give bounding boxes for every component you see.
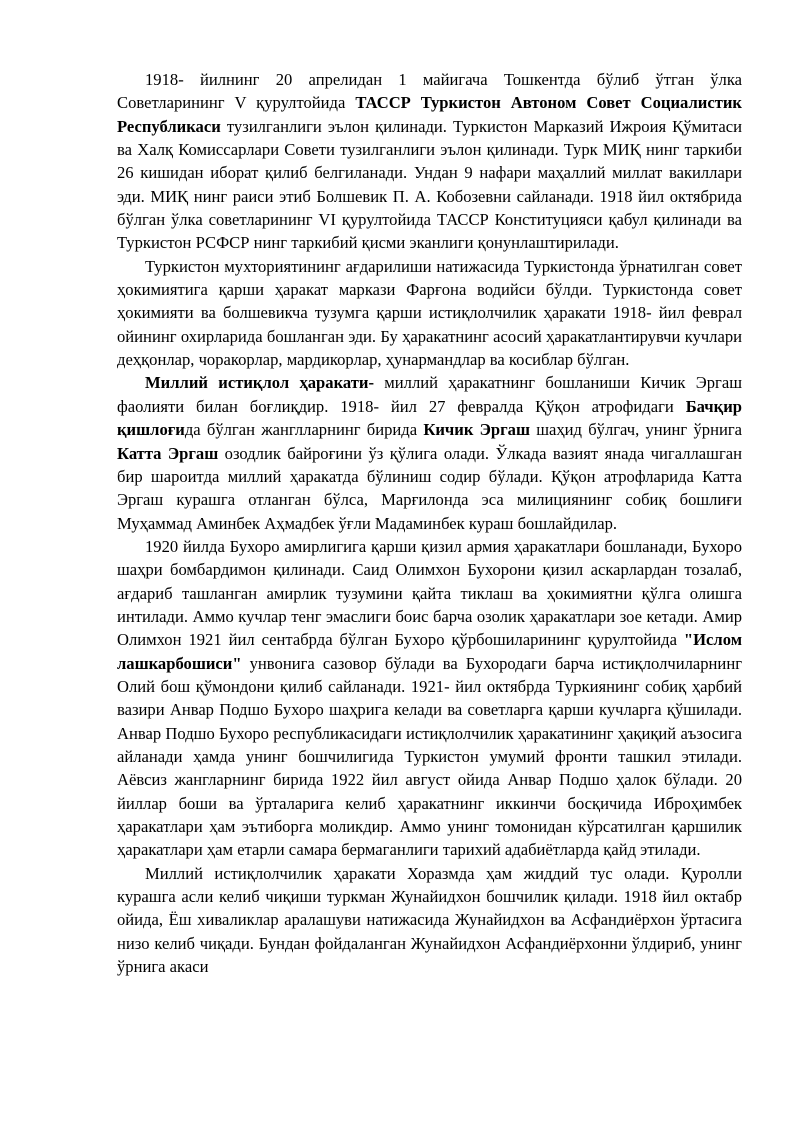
paragraph-independence-movement: [117, 371, 742, 534]
bold-term: "Ислом лашкарбошиси": [117, 630, 742, 673]
text-run: Туркистон мухториятининг ағдарилиши натижасида Туркистонда ўрнатилган совет ҳокимиятига қарши ҳаракат маркази Фарғона водийси бўлди. Туркистонда совет ҳокимияти ва болшевикча тузумга қарши истиқлолчилик ҳаракати 1918- йил феврал ойининг охирларида бошланган эди. Бу ҳаракатнинг асосий ҳаракатлантирувчи кучлари деҳқонлар, чоракорлар, мардикорлар, ҳунармандлар ва косиблар бўлган.: [117, 256, 742, 370]
bold-term: Кичик Эргаш: [423, 420, 530, 440]
document-page: [117, 68, 742, 978]
paragraph-tassr: [117, 68, 742, 255]
text-run: 1918- йилнинг 20 апрелидан 1 майигача Тошкентда бўлиб ўтган ўлка Советларининг V қурултойида: [117, 70, 742, 113]
paragraph-bukhara: [117, 535, 742, 862]
text-run: шаҳид бўлгач, унинг ўрнига: [529, 420, 742, 440]
bold-term: Бачқир қишлоғи: [117, 396, 742, 440]
text-run: 1920 йилда Бухоро амирлигига қарши қизил армия ҳаракатлари бошланади, Бухоро шаҳри бомбардимон қилинади. Саид Олимхон Бухорони қизил аскарлардан тозалаб, ағдариб ташланган амирлик тузумини қайта тиклаш ва ҳокимиятни қўлга олишга интилади. Аммо кучлар тенг эмаслиги боис барча озолик ҳаракатлари зое кетади. Амир Олимхон 1921 йил сентабрда бўлган Бухоро қўрбошиларининг қурултойида: [117, 536, 742, 650]
text-run: Миллий истиқлолчилик ҳаракати Хоразмда ҳам жиддий тус олади. Қуролли курашга асли келиб чиқиши туркман Жунайидхон бошчилик қилади. 1918 йил октабр ойида, Ёш хиваликлар аралашуви натижасида Жунайидхон ва Асфандиёрхон ўртасига низо келиб чиқади. Бундан фойдаланган Жунайидхон Асфандиёрхонни ўлдириб, унинг ўрнига акаси: [117, 863, 742, 977]
paragraph-khorezm: [117, 862, 742, 979]
text-run: озодлик байроғини ўз қўлига олади. Ўлкада вазият янада чигаллашган бир шароитда миллий ҳаракатда бўлиниш содир бўлади. Қўқон атрофларида Катта Эргаш курашга отланган бўлса, Марғилонда эса милициянинг собиқ бошлиғи Муҳаммад Аминбек Аҳмадбек ўғли Мадаминбек кураш бошлайдилар.: [117, 443, 742, 533]
paragraph-fergana-resistance: [117, 255, 742, 372]
text-run: унвонига сазовор бўлади ва Бухородаги барча истиқлолчиларнинг Олий бош қўмондони қилиб сайланади. 1921- йил октябрда Туркиянинг собиқ ҳарбий вазири Анвар Подшо Бухоро шаҳрига келади ва советларга қарши кучларга қўшилади. Анвар Подшо Бухоро республикасидаги истиқлолчилик ҳаракатининг ҳақиқий аъзосига айланади ҳамда унинг бошчилигида Туркистон умумий фронти ташкил этилади. Аёвсиз жангларнинг бирида 1922 йил август ойида Анвар Подшо ҳалок бўлади. 20 йиллар боши ва ўрталарига келиб ҳаракатнинг иккинчи босқичида Иброҳимбек ҳаракатлари ҳам эътиборга моликдир. Аммо унинг томонидан кўрсатилган қаршилик ҳаракатлари ҳам етарли самара бермаганлиги тарихий адабиётларда қайд этилади.: [117, 653, 742, 860]
bold-term: Катта Эргаш: [117, 443, 219, 463]
bold-term: ТАССР Туркистон Автоном Совет Социалистик Республикаси: [117, 93, 742, 136]
text-run: миллий ҳаракатнинг бошланиши Кичик Эргаш фаолияти билан боғлиқдир. 1918- йил 27 февралда Қўқон атрофидаги: [117, 373, 742, 416]
bold-term: Миллий истиқлол ҳаракати-: [145, 373, 374, 393]
text-run: да бўлган жанглларнинг бирида: [184, 420, 424, 440]
text-run: тузилганлиги эълон қилинади. Туркистон Марказий Ижроия Қўмитаси ва Халқ Комиссарлари Совети тузилганлиги эълон қилинади. Турк МИҚ нинг таркиби 26 кишидан иборат қилиб белгиланади. Ундан 9 нафари маҳаллий миллат вакиллари эди. МИҚ нинг раиси этиб Болшевик П. А. Кобозевни сайланади. 1918 йил октябрида бўлган ўлка советларининг VI қурултойида ТАССР Конституцияси қабул қилинади ва Туркистон РСФСР нинг таркибий қисми эканлиги қонунлаштирилади.: [117, 116, 742, 253]
